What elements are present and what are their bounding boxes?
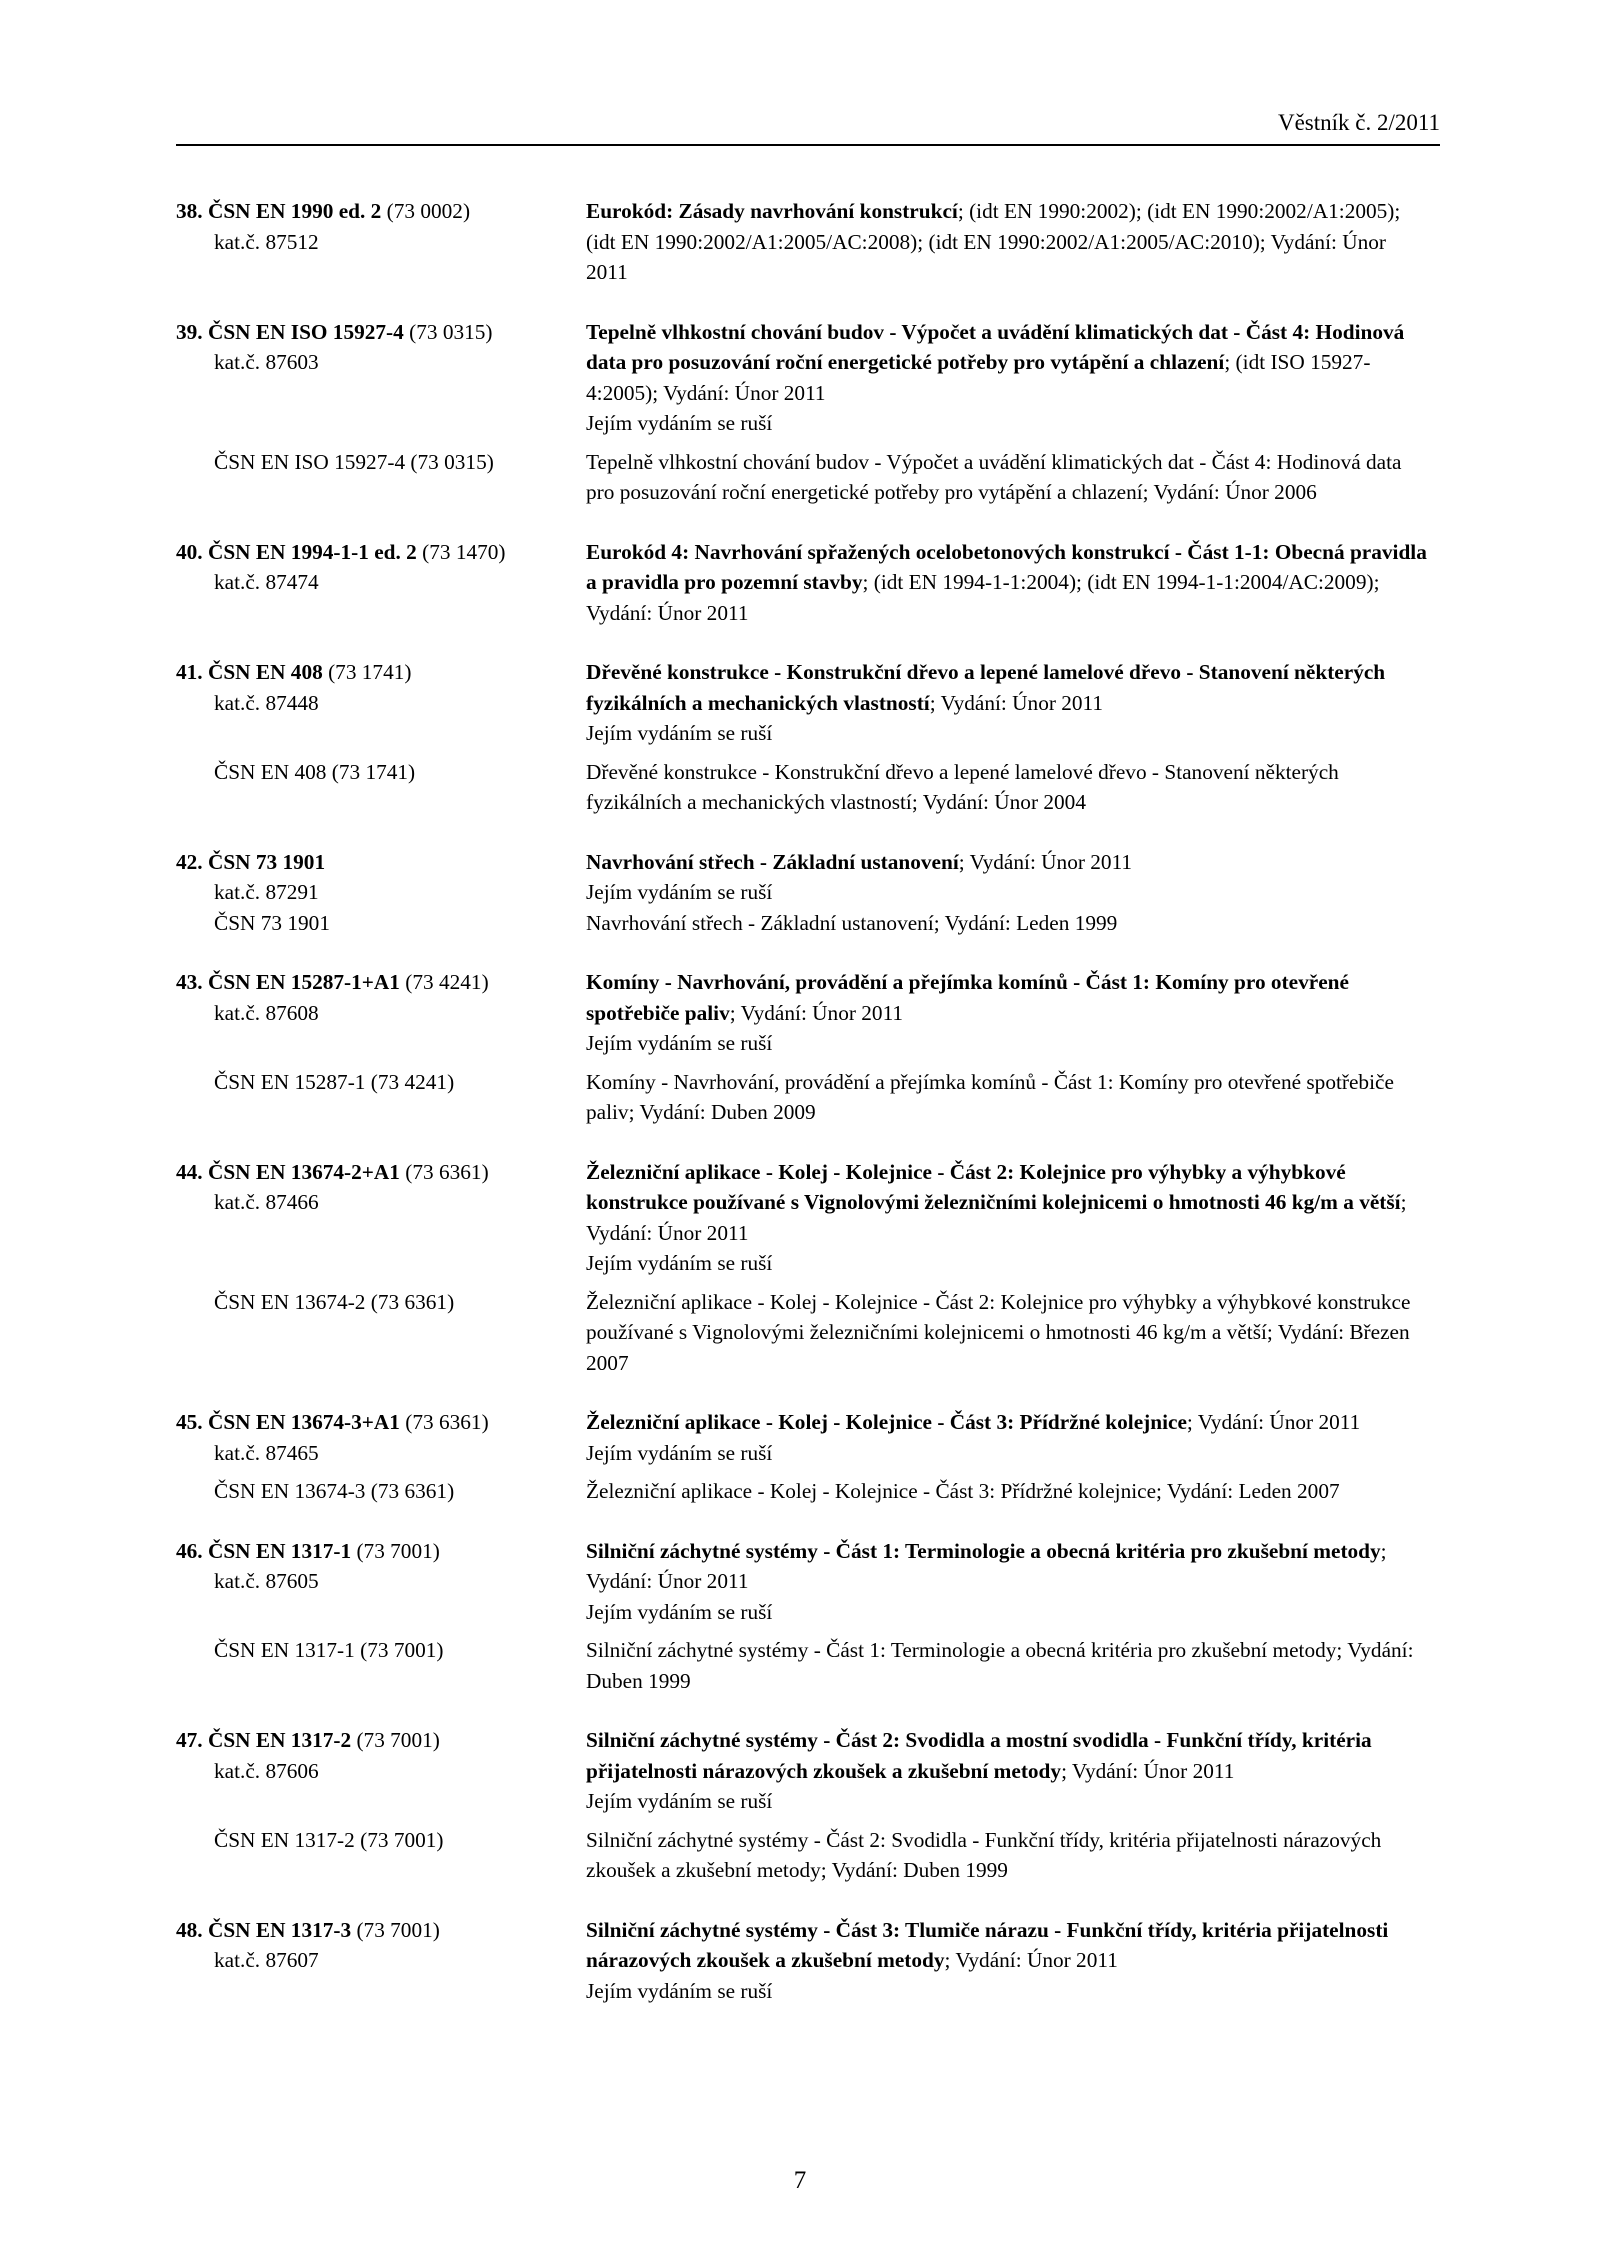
catalog-number: kat.č. 87291 (214, 880, 319, 904)
replaced-standard (176, 908, 1440, 939)
standard-entry (176, 1157, 1440, 1379)
standard-title: Navrhování střech - Základní ustanovení (586, 849, 959, 874)
standard-details: ; Vydání: Únor 2011 (586, 1190, 1407, 1245)
standard-identifier (176, 967, 586, 1059)
standard-entry (176, 537, 1440, 629)
catalog-number: kat.č. 87474 (214, 570, 319, 594)
replaced-standard (176, 447, 1440, 508)
entry-number: 42. (176, 849, 203, 874)
standard-entry (176, 1915, 1440, 2007)
replaced-standard (176, 757, 1440, 818)
standard-title: Eurokód: Zásady navrhování konstrukcí (586, 199, 958, 223)
page-number: 7 (793, 2167, 807, 2194)
standard-code: ČSN EN 13674-3+A1 (207, 1410, 400, 1434)
replaced-standard-title: Tepelně vlhkostní chování budov - Výpočet a uvádění klimatických dat - Část 4: Hodinová data pro posuzování roční energetické potřeby pro vytápění a chlazení; Vydání: Únor 2006 (586, 449, 1402, 504)
replaced-standard-title: Železniční aplikace - Kolej - Kolejnice - Část 2: Kolejnice pro výhybky a výhybkové konstrukce používané s Vignolovými železničními kolejnicemi o hmotnosti 46 kg/m a větší; Vydání: Březen 2007 (586, 1289, 1411, 1375)
replaced-standard-code: ČSN EN 1317-1 (73 7001) (214, 1638, 444, 1662)
replaced-standard (176, 1635, 1440, 1696)
standard-identifier (176, 1915, 586, 2007)
classification-code: (73 6361) (399, 1159, 489, 1184)
catalog-number: kat.č. 87465 (214, 1440, 319, 1465)
standard-entry (176, 1407, 1440, 1507)
replaced-standard-code: ČSN EN 13674-2 (73 6361) (214, 1289, 455, 1314)
standard-description (586, 196, 1431, 288)
replaced-standard-code: ČSN EN 1317-2 (73 7001) (214, 1827, 444, 1852)
standard-identifier (176, 847, 586, 908)
entry-number: 48. (176, 1917, 203, 1942)
standard-details: ; Vydání: Únor 2011 (729, 1000, 904, 1025)
cancellation-note: Jejím vydáním se ruší (586, 1251, 773, 1275)
standard-code: ČSN 73 1901 (207, 849, 326, 874)
standards-list (176, 196, 1440, 2035)
catalog-number: kat.č. 87466 (214, 1190, 319, 1214)
catalog-number: kat.č. 87448 (214, 690, 319, 715)
entry-number: 45. (176, 1410, 203, 1434)
cancellation-note: Jejím vydáním se ruší (586, 1031, 773, 1055)
standard-identifier (176, 537, 586, 629)
entry-number: 38. (176, 199, 203, 223)
cancellation-note: Jejím vydáním se ruší (586, 1440, 773, 1465)
standard-details: ; Vydání: Únor 2011 (586, 1538, 1387, 1593)
classification-code: (73 1741) (322, 660, 412, 684)
standard-details: ; Vydání: Únor 2011 (1061, 1758, 1235, 1783)
standard-code: ČSN EN 408 (207, 660, 323, 684)
standard-title: Dřevěné konstrukce - Konstrukční dřevo a lepené lamelové dřevo - Stanovení některých fyzikálních a mechanických vlastností (586, 660, 1386, 715)
catalog-number: kat.č. 87605 (214, 1569, 319, 1593)
standard-description (586, 317, 1431, 439)
standard-details: ; (idt EN 1994-1-1:2004); (idt EN 1994-1-1:2004/AC:2009); Vydání: Únor 2011 (586, 570, 1380, 625)
standard-description (586, 657, 1431, 749)
standard-description (586, 537, 1431, 629)
standard-title: Eurokód 4: Navrhování spřažených ocelobetonových konstrukcí - Část 1-1: Obecná pravidla a pravidla pro pozemní stavby (586, 539, 1427, 594)
replaced-standard-code: ČSN 73 1901 (214, 910, 330, 935)
standard-title: Tepelně vlhkostní chování budov - Výpočet a uvádění klimatických dat - Část 4: Hodinová data pro posuzování roční energetické potřeby pro vytápění a chlazení (586, 319, 1405, 374)
standard-identifier (176, 1157, 586, 1279)
standard-entry (176, 847, 1440, 939)
replaced-standard-title: Železniční aplikace - Kolej - Kolejnice - Část 3: Přídržné kolejnice; Vydání: Leden 2007 (586, 1479, 1340, 1503)
standard-code: ČSN EN 13674-2+A1 (207, 1159, 400, 1184)
standard-title: Silniční záchytné systémy - Část 3: Tlumiče nárazu - Funkční třídy, kritéria přijatelnosti nárazových zkoušek a zkušební metody (586, 1917, 1389, 1972)
standard-description (586, 967, 1431, 1059)
standard-entry (176, 1536, 1440, 1697)
standard-entry (176, 1725, 1440, 1886)
standard-identifier (176, 1725, 586, 1817)
standard-entry (176, 317, 1440, 508)
standard-description (586, 1157, 1431, 1279)
replaced-standard-code: ČSN EN 13674-3 (73 6361) (214, 1479, 455, 1503)
bulletin-title: Věstník č. 2/2011 (1277, 110, 1440, 135)
classification-code: (73 0315) (403, 319, 493, 344)
standard-code: ČSN EN 1317-2 (207, 1728, 352, 1752)
standard-details: ; (idt EN 1990:2002); (idt EN 1990:2002/A1:2005); (idt EN 1990:2002/A1:2005/AC:2008); (idt EN 1990:2002/A1:2005/AC:2010); Vydání: Únor 2011 (586, 199, 1401, 284)
replaced-standard (176, 1476, 1440, 1507)
classification-code: (73 7001) (351, 1538, 440, 1563)
replaced-standard-title: Navrhování střech - Základní ustanovení; Vydání: Leden 1999 (586, 910, 1118, 935)
classification-code: (73 6361) (399, 1410, 489, 1434)
standard-title: Železniční aplikace - Kolej - Kolejnice - Část 2: Kolejnice pro výhybky a výhybkové konstrukce používané s Vignolovými železničními kolejnicemi o hmotnosti 46 kg/m a větší (586, 1159, 1401, 1214)
replaced-standard-code: ČSN EN 408 (73 1741) (214, 759, 416, 784)
standard-details: ; Vydání: Únor 2011 (929, 690, 1104, 715)
cancellation-note: Jejím vydáním se ruší (586, 721, 773, 745)
standard-identifier (176, 1536, 586, 1628)
replaced-standard-code: ČSN EN ISO 15927-4 (73 0315) (214, 449, 494, 474)
replaced-standard (176, 1067, 1440, 1128)
standard-title: Železniční aplikace - Kolej - Kolejnice - Část 3: Přídržné kolejnice (586, 1410, 1187, 1434)
replaced-standard (176, 1825, 1440, 1886)
classification-code: (73 0002) (381, 199, 471, 223)
replaced-standard (176, 1287, 1440, 1379)
cancellation-note: Jejím vydáním se ruší (586, 880, 773, 904)
standard-description (586, 847, 1431, 908)
replaced-standard-title: Silniční záchytné systémy - Část 1: Terminologie a obecná kritéria pro zkušební metody; Vydání: Duben 1999 (586, 1638, 1414, 1693)
standard-entry (176, 657, 1440, 818)
replaced-standard-title: Dřevěné konstrukce - Konstrukční dřevo a lepené lamelové dřevo - Stanovení některých fyzikálních a mechanických vlastností; Vydání: Únor 2004 (586, 759, 1339, 814)
entry-number: 41. (176, 660, 203, 684)
entry-number: 43. (176, 970, 203, 994)
entry-number: 46. (176, 1538, 203, 1563)
classification-code: (73 4241) (399, 970, 489, 994)
standard-description (586, 1407, 1431, 1468)
standard-title: Komíny - Navrhování, provádění a přejímka komínů - Část 1: Komíny pro otevřené spotřebiče paliv (586, 970, 1349, 1025)
catalog-number: kat.č. 87606 (214, 1758, 319, 1783)
standard-title: Silniční záchytné systémy - Část 2: Svodidla a mostní svodidla - Funkční třídy, kritéria přijatelnosti nárazových zkoušek a zkušební metody (586, 1728, 1372, 1783)
catalog-number: kat.č. 87603 (214, 350, 319, 374)
classification-code: (73 7001) (351, 1917, 440, 1942)
standard-details: ; Vydání: Únor 2011 (944, 1948, 1118, 1972)
standard-identifier (176, 1407, 586, 1468)
standard-code: ČSN EN 15287-1+A1 (207, 970, 400, 994)
standard-description (586, 1915, 1431, 2007)
cancellation-note: Jejím vydáním se ruší (586, 1599, 773, 1624)
catalog-number: kat.č. 87608 (214, 1000, 319, 1025)
standard-details: ; Vydání: Únor 2011 (958, 849, 1133, 874)
replaced-standard-code: ČSN EN 15287-1 (73 4241) (214, 1069, 455, 1094)
standard-code: ČSN EN ISO 15927-4 (207, 319, 404, 344)
standard-identifier (176, 317, 586, 439)
standard-entry (176, 196, 1440, 288)
standard-code: ČSN EN 1317-3 (207, 1917, 352, 1942)
standard-entry (176, 967, 1440, 1128)
standard-title: Silniční záchytné systémy - Část 1: Terminologie a obecná kritéria pro zkušební metody (586, 1538, 1381, 1563)
standard-details: ; Vydání: Únor 2011 (1186, 1410, 1361, 1434)
cancellation-note: Jejím vydáním se ruší (586, 1978, 773, 2003)
standard-code: ČSN EN 1994-1-1 ed. 2 (207, 539, 417, 564)
standard-description (586, 1725, 1431, 1817)
classification-code: (73 7001) (351, 1728, 440, 1752)
standard-details: ; (idt ISO 15927-4:2005); Vydání: Únor 2011 (586, 350, 1371, 405)
standard-code: ČSN EN 1990 ed. 2 (207, 199, 382, 223)
entry-number: 40. (176, 539, 203, 564)
replaced-standard-title: Komíny - Navrhování, provádění a přejímka komínů - Část 1: Komíny pro otevřené spotřebiče paliv; Vydání: Duben 2009 (586, 1069, 1394, 1124)
entry-number: 44. (176, 1159, 203, 1184)
entry-number: 47. (176, 1728, 203, 1752)
replaced-standard-title: Silniční záchytné systémy - Část 2: Svodidla - Funkční třídy, kritéria přijatelnosti nárazových zkoušek a zkušební metody; Vydání: Duben 1999 (586, 1827, 1382, 1882)
page-header (176, 108, 1440, 146)
standard-identifier (176, 657, 586, 749)
standard-description (586, 1536, 1431, 1628)
standard-identifier (176, 196, 586, 288)
entry-number: 39. (176, 319, 203, 344)
cancellation-note: Jejím vydáním se ruší (586, 411, 773, 435)
catalog-number: kat.č. 87607 (214, 1948, 319, 1972)
catalog-number: kat.č. 87512 (214, 229, 319, 254)
standard-code: ČSN EN 1317-1 (207, 1538, 352, 1563)
cancellation-note: Jejím vydáním se ruší (586, 1789, 773, 1813)
classification-code: (73 1470) (416, 539, 506, 564)
